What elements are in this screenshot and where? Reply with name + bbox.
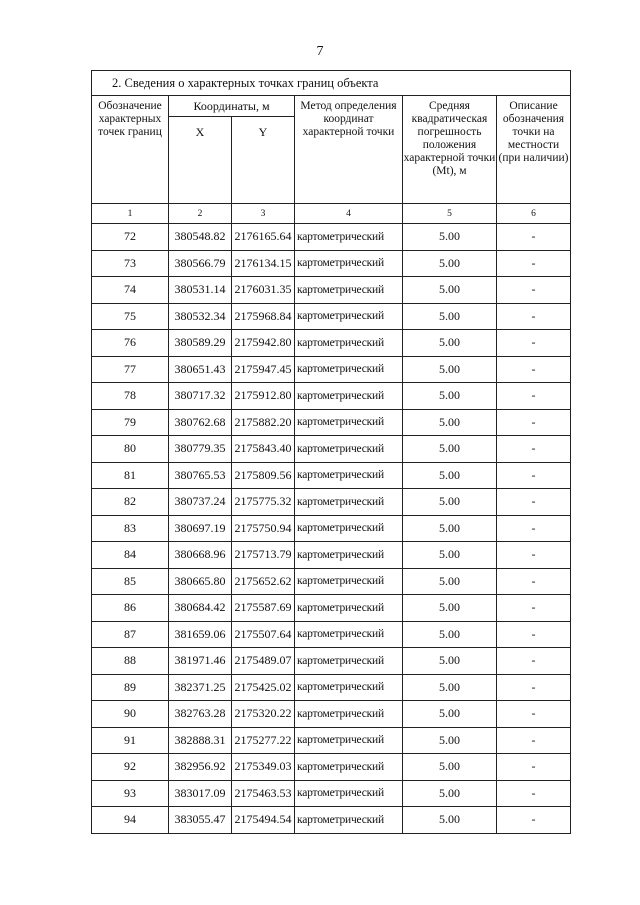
y-coordinate-cell: 2175587.69 xyxy=(232,595,295,622)
x-coordinate-cell: 380589.29 xyxy=(169,330,232,357)
method-cell: картометрический xyxy=(295,277,403,304)
error-cell: 5.00 xyxy=(403,701,497,728)
table-row xyxy=(92,515,571,542)
y-coordinate-cell: 2175713.79 xyxy=(232,542,295,569)
y-coordinate-cell: 2175489.07 xyxy=(232,648,295,675)
y-coordinate-cell: 2175320.22 xyxy=(232,701,295,728)
table-row xyxy=(92,701,571,728)
error-cell: 5.00 xyxy=(403,727,497,754)
description-cell: - xyxy=(497,807,571,834)
table-row xyxy=(92,648,571,675)
table-row xyxy=(92,621,571,648)
point-number-cell: 91 xyxy=(92,727,169,754)
point-number-cell: 85 xyxy=(92,568,169,595)
method-cell: картометрический xyxy=(295,303,403,330)
method-cell: картометрический xyxy=(295,807,403,834)
description-cell: - xyxy=(497,277,571,304)
description-cell: - xyxy=(497,515,571,542)
method-cell: картометрический xyxy=(295,356,403,383)
method-cell: картометрический xyxy=(295,701,403,728)
table-row xyxy=(92,224,571,251)
y-coordinate-cell: 2175652.62 xyxy=(232,568,295,595)
y-coordinate-cell: 2175942.80 xyxy=(232,330,295,357)
table-row xyxy=(92,674,571,701)
point-number-cell: 83 xyxy=(92,515,169,542)
header-error: Средняя квадратическая погрешность положения характерной точки (Mt), м xyxy=(403,96,497,204)
description-cell: - xyxy=(497,595,571,622)
error-cell: 5.00 xyxy=(403,542,497,569)
point-number-cell: 77 xyxy=(92,356,169,383)
method-cell: картометрический xyxy=(295,621,403,648)
error-cell: 5.00 xyxy=(403,674,497,701)
method-cell: картометрический xyxy=(295,489,403,516)
table-row xyxy=(92,356,571,383)
y-coordinate-cell: 2176165.64 xyxy=(232,224,295,251)
point-number-cell: 72 xyxy=(92,224,169,251)
point-number-cell: 89 xyxy=(92,674,169,701)
column-number: 6 xyxy=(497,204,571,224)
description-cell: - xyxy=(497,436,571,463)
point-number-cell: 78 xyxy=(92,383,169,410)
error-cell: 5.00 xyxy=(403,330,497,357)
description-cell: - xyxy=(497,489,571,516)
x-coordinate-cell: 382956.92 xyxy=(169,754,232,781)
point-number-cell: 79 xyxy=(92,409,169,436)
method-cell: картометрический xyxy=(295,383,403,410)
method-cell: картометрический xyxy=(295,568,403,595)
page-number: 7 xyxy=(316,44,324,59)
point-number-cell: 82 xyxy=(92,489,169,516)
description-cell: - xyxy=(497,409,571,436)
table-row xyxy=(92,462,571,489)
table-row xyxy=(92,277,571,304)
x-coordinate-cell: 382763.28 xyxy=(169,701,232,728)
point-number-cell: 76 xyxy=(92,330,169,357)
y-coordinate-cell: 2175425.02 xyxy=(232,674,295,701)
y-coordinate-cell: 2175775.32 xyxy=(232,489,295,516)
error-cell: 5.00 xyxy=(403,489,497,516)
point-number-cell: 74 xyxy=(92,277,169,304)
error-cell: 5.00 xyxy=(403,277,497,304)
column-number: 3 xyxy=(232,204,295,224)
table-row xyxy=(92,303,571,330)
description-cell: - xyxy=(497,701,571,728)
point-number-cell: 94 xyxy=(92,807,169,834)
point-number-cell: 84 xyxy=(92,542,169,569)
table-row xyxy=(92,330,571,357)
boundary-points-table xyxy=(91,70,571,834)
y-coordinate-cell: 2175843.40 xyxy=(232,436,295,463)
error-cell: 5.00 xyxy=(403,356,497,383)
y-coordinate-cell: 2175809.56 xyxy=(232,462,295,489)
x-coordinate-cell: 381971.46 xyxy=(169,648,232,675)
x-coordinate-cell: 380765.53 xyxy=(169,462,232,489)
table-row xyxy=(92,568,571,595)
description-cell: - xyxy=(497,330,571,357)
description-cell: - xyxy=(497,303,571,330)
x-coordinate-cell: 380762.68 xyxy=(169,409,232,436)
y-coordinate-cell: 2175968.84 xyxy=(232,303,295,330)
method-cell: картометрический xyxy=(295,595,403,622)
method-cell: картометрический xyxy=(295,754,403,781)
description-cell: - xyxy=(497,383,571,410)
point-number-cell: 93 xyxy=(92,780,169,807)
point-number-cell: 81 xyxy=(92,462,169,489)
error-cell: 5.00 xyxy=(403,754,497,781)
point-number-cell: 86 xyxy=(92,595,169,622)
table-row xyxy=(92,383,571,410)
x-coordinate-cell: 380717.32 xyxy=(169,383,232,410)
error-cell: 5.00 xyxy=(403,462,497,489)
header-designation: Обозначение характерных точек границ xyxy=(92,96,169,204)
x-coordinate-cell: 380697.19 xyxy=(169,515,232,542)
y-coordinate-cell: 2175277.22 xyxy=(232,727,295,754)
x-coordinate-cell: 382371.25 xyxy=(169,674,232,701)
column-number: 1 xyxy=(92,204,169,224)
x-coordinate-cell: 380779.35 xyxy=(169,436,232,463)
description-cell: - xyxy=(497,621,571,648)
x-coordinate-cell: 380665.80 xyxy=(169,568,232,595)
table-row xyxy=(92,489,571,516)
column-number: 2 xyxy=(169,204,232,224)
point-number-cell: 90 xyxy=(92,701,169,728)
header-description: Описание обозначения точки на местности (при наличии) xyxy=(497,96,571,204)
error-cell: 5.00 xyxy=(403,621,497,648)
y-coordinate-cell: 2175947.45 xyxy=(232,356,295,383)
error-cell: 5.00 xyxy=(403,568,497,595)
x-coordinate-cell: 380737.24 xyxy=(169,489,232,516)
header-x: X xyxy=(169,117,232,204)
method-cell: картометрический xyxy=(295,542,403,569)
y-coordinate-cell: 2175463.53 xyxy=(232,780,295,807)
y-coordinate-cell: 2176031.35 xyxy=(232,277,295,304)
table-body xyxy=(92,224,571,834)
table-row xyxy=(92,754,571,781)
method-cell: картометрический xyxy=(295,462,403,489)
header-method: Метод определения координат характерной точки xyxy=(295,96,403,204)
description-cell: - xyxy=(497,568,571,595)
description-cell: - xyxy=(497,462,571,489)
description-cell: - xyxy=(497,754,571,781)
point-number-cell: 73 xyxy=(92,250,169,277)
description-cell: - xyxy=(497,780,571,807)
error-cell: 5.00 xyxy=(403,595,497,622)
x-coordinate-cell: 380548.82 xyxy=(169,224,232,251)
section-title: 2. Сведения о характерных точках границ объекта xyxy=(92,71,571,96)
error-cell: 5.00 xyxy=(403,224,497,251)
error-cell: 5.00 xyxy=(403,515,497,542)
header-y: Y xyxy=(232,117,295,204)
description-cell: - xyxy=(497,356,571,383)
table-row xyxy=(92,436,571,463)
error-cell: 5.00 xyxy=(403,303,497,330)
x-coordinate-cell: 380531.14 xyxy=(169,277,232,304)
x-coordinate-cell: 380668.96 xyxy=(169,542,232,569)
method-cell: картометрический xyxy=(295,515,403,542)
method-cell: картометрический xyxy=(295,436,403,463)
description-cell: - xyxy=(497,727,571,754)
table-row xyxy=(92,409,571,436)
column-numbers-row xyxy=(92,204,571,224)
point-number-cell: 75 xyxy=(92,303,169,330)
description-cell: - xyxy=(497,224,571,251)
table-row xyxy=(92,780,571,807)
description-cell: - xyxy=(497,674,571,701)
error-cell: 5.00 xyxy=(403,250,497,277)
x-coordinate-cell: 380566.79 xyxy=(169,250,232,277)
error-cell: 5.00 xyxy=(403,807,497,834)
description-cell: - xyxy=(497,250,571,277)
table-row xyxy=(92,542,571,569)
method-cell: картометрический xyxy=(295,330,403,357)
point-number-cell: 88 xyxy=(92,648,169,675)
y-coordinate-cell: 2175882.20 xyxy=(232,409,295,436)
x-coordinate-cell: 380651.43 xyxy=(169,356,232,383)
error-cell: 5.00 xyxy=(403,409,497,436)
y-coordinate-cell: 2175750.94 xyxy=(232,515,295,542)
method-cell: картометрический xyxy=(295,727,403,754)
error-cell: 5.00 xyxy=(403,648,497,675)
method-cell: картометрический xyxy=(295,674,403,701)
y-coordinate-cell: 2175349.03 xyxy=(232,754,295,781)
table-row xyxy=(92,807,571,834)
column-number: 4 xyxy=(295,204,403,224)
x-coordinate-cell: 383055.47 xyxy=(169,807,232,834)
error-cell: 5.00 xyxy=(403,383,497,410)
point-number-cell: 87 xyxy=(92,621,169,648)
method-cell: картометрический xyxy=(295,409,403,436)
y-coordinate-cell: 2176134.15 xyxy=(232,250,295,277)
method-cell: картометрический xyxy=(295,780,403,807)
table-row xyxy=(92,727,571,754)
error-cell: 5.00 xyxy=(403,436,497,463)
point-number-cell: 92 xyxy=(92,754,169,781)
x-coordinate-cell: 380684.42 xyxy=(169,595,232,622)
column-number: 5 xyxy=(403,204,497,224)
error-cell: 5.00 xyxy=(403,780,497,807)
method-cell: картометрический xyxy=(295,250,403,277)
x-coordinate-cell: 382888.31 xyxy=(169,727,232,754)
table-row xyxy=(92,250,571,277)
x-coordinate-cell: 381659.06 xyxy=(169,621,232,648)
y-coordinate-cell: 2175494.54 xyxy=(232,807,295,834)
method-cell: картометрический xyxy=(295,224,403,251)
x-coordinate-cell: 383017.09 xyxy=(169,780,232,807)
y-coordinate-cell: 2175507.64 xyxy=(232,621,295,648)
method-cell: картометрический xyxy=(295,648,403,675)
table-row xyxy=(92,595,571,622)
point-number-cell: 80 xyxy=(92,436,169,463)
y-coordinate-cell: 2175912.80 xyxy=(232,383,295,410)
description-cell: - xyxy=(497,542,571,569)
header-coordinates: Координаты, м xyxy=(169,96,295,117)
x-coordinate-cell: 380532.34 xyxy=(169,303,232,330)
description-cell: - xyxy=(497,648,571,675)
